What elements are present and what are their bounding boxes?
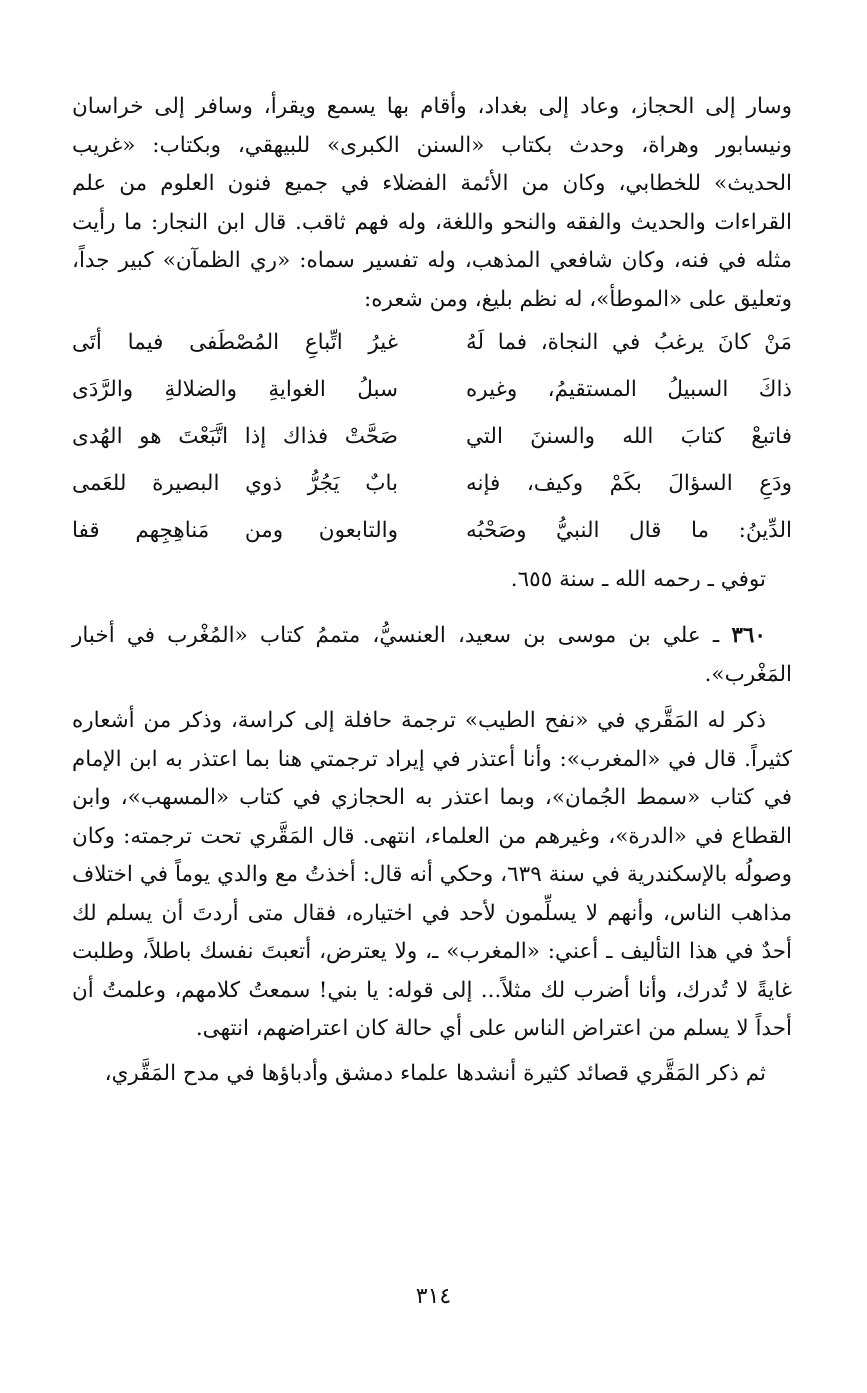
poem-verse	[72, 460, 792, 507]
paragraph-biography: وسار إلى الحجاز، وعاد إلى بغداد، وأقام بها يسمع ويقرأ، وسافر إلى خراسان ونيسابور وهراة، وحدث بكتاب «السنن الكبرى» للبيهقي، وبكتاب: «غريب الحديث» للخطابي، وكان من الأئمة الفضلاء في جميع فنون العلوم من علم القراءات والحديث والفقه والنحو واللغة، وله فهم ثاقب. قال ابن النجار: ما رأيت مثله في فنه، وكان شافعي المذهب، وله تفسير سماه: «ري الظمآن» كبير جداً، وتعليق على «الموطأ»، له نظم بليغ، ومن شعره:	[72, 94, 792, 312]
paragraph-nafh-al-tib: ذكر له المَقَّري في «نفح الطيب» ترجمة حافلة إلى كراسة، وذكر من أشعاره كثيراً. قال في «المغرب»: وأنا أعتذر في إيراد ترجمتي هنا بما اعتذر به ابن الإمام في كتاب «سمط الجُمان»، وبما اعتذر به الحجازي في كتاب «المسهب»، وابن القطاع في «الدرة»، وغيرهم من العلماء، انتهى. قال المَقَّري تحت ترجمته: وكان وصولُه بالإسكندرية في سنة ٦٣٩، وحكي أنه قال: أخذتُ مع والدي يوماً في اختلاف مذاهب الناس، وأنهم لا يسلِّمون لأحد في اختياره، فقال متى أردتَ أن يسلم لك أحدٌ في هذا التأليف ـ أعني: «المغرب» ـ، ولا يعترض، أتعبتَ نفسك باطلاً، وطلبت غايةً لا تُدرك، وأنا أضرب لك مثلاً... إلى قوله: يا بني! سمعتُ كلامهم، وعلمتُ أن أحداً لا يسلم من اعتراض الناس على أي حالة كان اعتراضهم، انتهى.	[72, 708, 792, 1041]
entry-number: ٣٦٠	[731, 623, 766, 648]
poem-verse	[72, 413, 792, 460]
poem-first-hemistich: مَنْ كانَ يرغبُ في النجاة، فما لَهُ	[466, 330, 792, 355]
poem-verse	[72, 366, 792, 413]
poem-verse	[72, 319, 792, 366]
poem-second-hemistich: صَحَّتْ فذاك إذا اتَّبَعْتَ هو الهُدى	[72, 424, 398, 449]
poem-second-hemistich: سبلُ الغوايةِ والضلالةِ والرَّدَى	[72, 377, 398, 402]
entry-heading-text: ـ علي بن موسى بن سعيد، العنسيُّ، متممُ كتاب «المُغْرب في أخبار المَغْرب».	[72, 623, 792, 687]
page-body	[72, 88, 792, 1093]
poem-first-hemistich: الدِّينُ: ما قال النبيُّ وصَحْبُه	[466, 518, 792, 543]
poem-second-hemistich: والتابعون ومن مَناهِجِهم قفا	[72, 518, 398, 543]
page-number: ٣١٤	[415, 1284, 452, 1309]
poem-second-hemistich: بابٌ يَجُرُّ ذوي البصيرة للعَمى	[72, 471, 398, 496]
poem-verse	[72, 507, 792, 554]
poem-first-hemistich: ذاكَ السبيلُ المستقيمُ، وغيره	[466, 377, 792, 402]
poem-first-hemistich: ودَعِ السؤالَ بكَمْ وكيف، فإنه	[466, 471, 792, 496]
paragraph-qasaid: ثم ذكر المَقَّري قصائد كثيرة أنشدها علماء دمشق وأدباؤها في مدح المَقَّري،	[104, 1060, 766, 1086]
entry-heading	[72, 617, 792, 694]
death-note: توفي ـ رحمه الله ـ سنة ٦٥٥.	[510, 567, 766, 592]
poem	[72, 319, 792, 554]
poem-second-hemistich: غيرُ اتِّباعِ المُصْطَفى فيما أتَى	[72, 330, 398, 355]
poem-first-hemistich: فاتبعْ كتابَ الله والسننَ التي	[466, 424, 792, 449]
